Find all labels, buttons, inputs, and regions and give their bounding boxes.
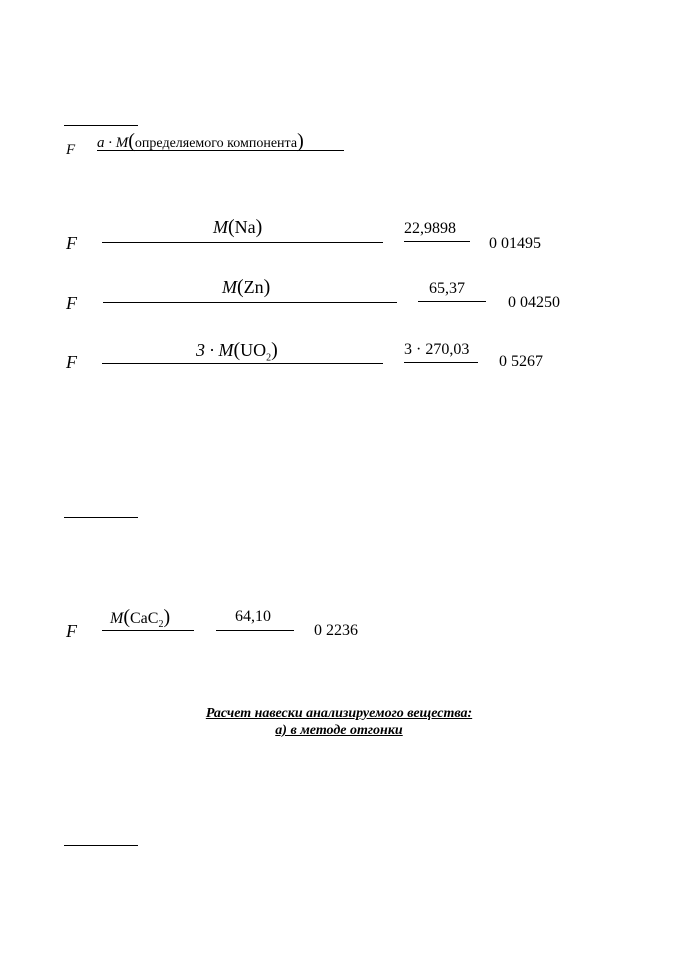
formula-cac2-result: 0 2236 [314, 622, 358, 639]
formula-na-result: 0 01495 [489, 235, 541, 252]
formula-cac2-value: 64,10 [235, 608, 271, 625]
formula-na-fraction-bar [102, 242, 383, 243]
formula-na-value: 22,9898 [404, 220, 456, 237]
formula-general-f: F [66, 142, 76, 158]
formula-uo2-numerator: $3 \cdot M(UO_2)$ [196, 339, 278, 364]
formula-na-f: F [66, 233, 77, 253]
section-heading-line1: Расчет навески анализируемого вещества: [205, 706, 473, 721]
formula-zn-numerator: M(Zn) [222, 276, 271, 298]
formula-uo2-fraction-bar [102, 363, 383, 364]
formula-zn-value-bar [418, 301, 486, 302]
formula-cac2-numerator: M(CaC$_2$) [110, 606, 171, 631]
formula-na-numerator: M(Na) [213, 216, 263, 238]
formula-zn-result: 0 04250 [508, 294, 560, 311]
formula-general-numerator: a · M(определяемого компонента) [97, 130, 304, 152]
formula-uo2-value-bar [404, 362, 478, 363]
formula-cac2-f: F [66, 621, 77, 641]
formula-zn-fraction-bar [103, 302, 397, 303]
top-rule [64, 125, 138, 126]
formula-cac2-value-bar [216, 630, 294, 631]
formula-na-value-bar [404, 241, 470, 242]
bottom-rule [64, 845, 138, 846]
section-heading-line2: а) в методе отгонки [275, 723, 403, 738]
formula-cac2-fraction-bar [102, 630, 194, 631]
formula-zn-value: 65,37 [429, 280, 465, 297]
formula-uo2-result: 0 5267 [499, 353, 543, 370]
middle-rule [64, 517, 138, 518]
formula-general-fraction-bar [97, 150, 344, 151]
formula-uo2-f: F [66, 352, 77, 372]
formula-zn-f: F [66, 293, 77, 313]
formula-uo2-value: 3 · 270,03 [404, 341, 470, 358]
